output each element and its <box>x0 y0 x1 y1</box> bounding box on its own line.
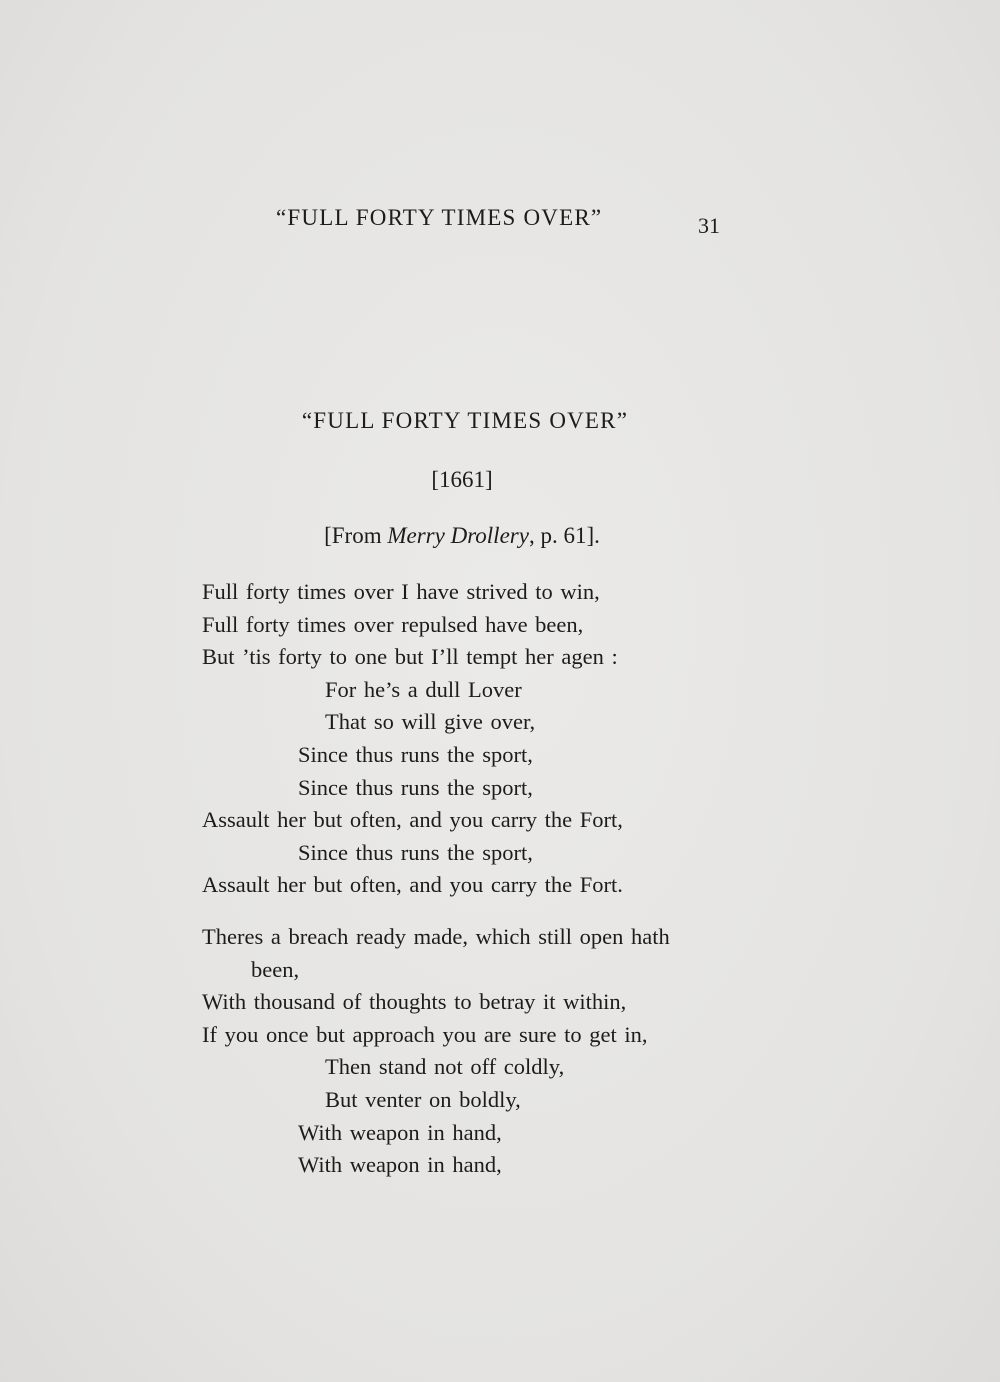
poem-line: Theres a breach ready made, which still open hath <box>202 923 670 949</box>
source-work-title: Merry Drollery <box>387 523 529 548</box>
running-head: “FULL FORTY TIMES OVER” <box>276 205 603 230</box>
poem-line: With weapon in hand, <box>298 1119 502 1145</box>
stanza-1 <box>202 576 762 902</box>
poem-line: If you once but approach you are sure to get in, <box>202 1021 648 1047</box>
poem-line: For he’s a dull Lover <box>325 676 522 702</box>
source-suffix: , p. 61]. <box>528 523 600 548</box>
poem-body <box>202 576 762 1182</box>
poem-line: But ’tis forty to one but I’ll tempt her agen : <box>202 644 618 670</box>
page-number: 31 <box>698 213 720 238</box>
poem-line: Then stand not off coldly, <box>325 1054 565 1080</box>
poem-title: “FULL FORTY TIMES OVER” <box>301 408 629 433</box>
poem-line: But venter on boldly, <box>325 1086 521 1112</box>
poem-line: Assault her but often, and you carry the Fort, <box>202 807 623 833</box>
poem-line: With thousand of thoughts to betray it within, <box>202 989 627 1015</box>
stanza-2 <box>202 921 762 1182</box>
poem-line: Full forty times over I have strived to win, <box>202 579 600 604</box>
poem-line: Full forty times over repulsed have been, <box>202 611 584 637</box>
poem-source <box>0 523 924 549</box>
poem-line-continuation: been, <box>251 956 300 982</box>
poem-line: Since thus runs the sport, <box>298 741 533 767</box>
poem-line: Since thus runs the sport, <box>298 774 533 800</box>
poem-line: That so will give over, <box>325 709 536 735</box>
stanza-divider <box>202 902 762 921</box>
poem-line: With weapon in hand, <box>298 1152 502 1178</box>
source-prefix: [From <box>324 523 388 548</box>
poem-year: [1661] <box>431 467 493 492</box>
poem-line: Assault her but often, and you carry the Fort. <box>202 872 623 898</box>
poem-line: Since thus runs the sport, <box>298 839 533 865</box>
